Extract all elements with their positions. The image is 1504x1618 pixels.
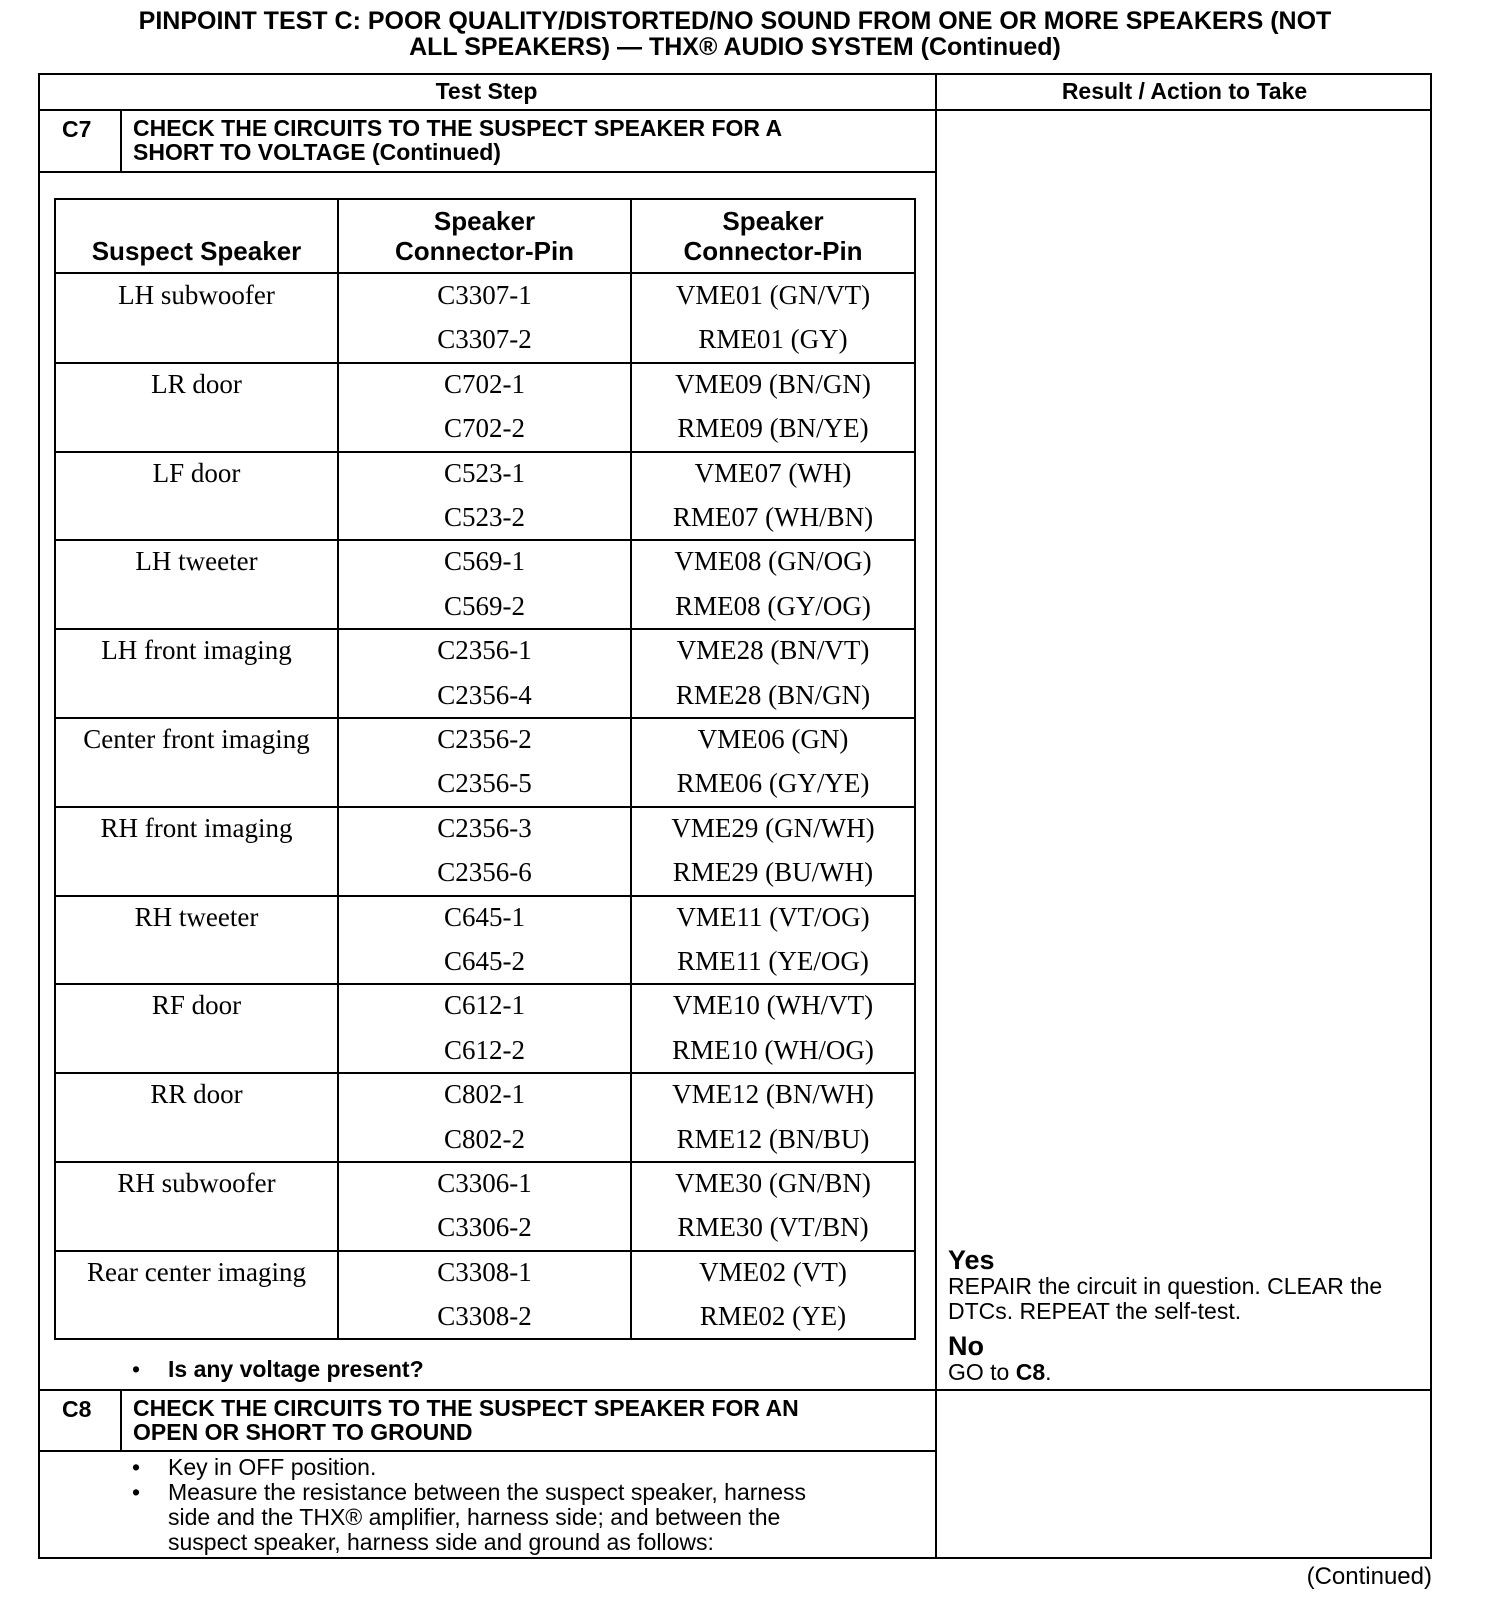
page-title — [40, 8, 1430, 60]
result-no-label: No — [948, 1331, 984, 1361]
speaker-table-header-circuit: Speaker Connector-Pin — [683, 206, 863, 266]
speaker-table-header-speaker: Suspect Speaker — [91, 236, 302, 266]
connector-pin-cell: C3308-1 — [437, 1256, 532, 1287]
bullet-dot: • — [132, 1356, 141, 1382]
c8-bullet-1-text: Key in OFF position. — [168, 1454, 377, 1480]
c7-question — [132, 1357, 892, 1383]
connector-pin-cell: C2356-3 — [437, 812, 532, 843]
suspect-speaker-cell: RR door — [150, 1079, 243, 1110]
page-title-line2: ALL SPEAKERS) — THX® AUDIO SYSTEM (Continued) — [409, 33, 1061, 61]
connector-pin-cell: C2356-6 — [437, 857, 532, 888]
c8-bullet-1 — [132, 1455, 922, 1480]
circuit-cell: RME28 (BN/GN) — [675, 679, 871, 710]
speaker-row-divider — [54, 1161, 916, 1163]
c7-header-bottom — [38, 171, 935, 173]
c8-number-divider — [120, 1391, 122, 1450]
circuit-cell: RME06 (GY/YE) — [676, 768, 870, 799]
suspect-speaker-cell: LH front imaging — [101, 635, 292, 666]
circuit-cell: RME12 (BN/BU) — [676, 1123, 870, 1154]
speaker-table-header-divider — [54, 272, 916, 274]
result-yes-line1: REPAIR the circuit in question. CLEAR the — [948, 1273, 1383, 1299]
header-result-action: Result / Action to Take — [1061, 78, 1308, 104]
speaker-row-divider — [54, 362, 916, 364]
speaker-row-divider — [54, 717, 916, 719]
step-title-c7-line1: CHECK THE CIRCUITS TO THE SUSPECT SPEAKER FOR A — [133, 115, 783, 141]
speaker-row-divider — [54, 895, 916, 897]
suspect-speaker-cell: RH tweeter — [134, 901, 259, 932]
step-title-c8-line2: OPEN OR SHORT TO GROUND — [133, 1419, 473, 1445]
connector-pin-cell: C645-2 — [444, 946, 525, 976]
circuit-cell: RME09 (BN/YE) — [677, 413, 869, 444]
suspect-speaker-cell: RF door — [151, 990, 242, 1021]
circuit-cell: RME29 (BU/WH) — [672, 857, 874, 888]
c7-result — [948, 1246, 1428, 1385]
circuit-cell: VME30 (GN/BN) — [675, 1168, 871, 1198]
circuit-cell: VME09 (BN/GN) — [675, 368, 871, 399]
c7-c8-divider — [38, 1389, 1432, 1391]
step-title-c7-line2: SHORT TO VOLTAGE (Continued) — [133, 139, 501, 165]
speaker-row-divider — [54, 1072, 916, 1074]
suspect-speaker-cell: LH tweeter — [135, 546, 258, 577]
connector-pin-cell: C702-2 — [444, 413, 525, 444]
connector-pin-cell: C2356-5 — [437, 768, 532, 799]
connector-pin-cell: C802-1 — [444, 1079, 525, 1110]
connector-pin-cell: C3307-1 — [437, 280, 532, 310]
header-divider — [38, 109, 1432, 111]
step-title-c7 — [133, 116, 923, 164]
suspect-speaker-cell: Center front imaging — [83, 724, 310, 754]
circuit-cell: VME12 (BN/WH) — [672, 1079, 874, 1110]
circuit-cell: VME08 (GN/OG) — [674, 546, 872, 577]
step-number-c8: C8 — [62, 1396, 92, 1422]
connector-pin-cell: C2356-2 — [437, 724, 532, 754]
speaker-row-divider — [54, 539, 916, 541]
speaker-row-divider — [54, 451, 916, 453]
header-test-step: Test Step — [435, 78, 538, 104]
connector-pin-cell: C569-1 — [444, 546, 525, 577]
circuit-cell: VME28 (BN/VT) — [676, 635, 870, 666]
connector-pin-cell: C569-2 — [444, 590, 525, 621]
suspect-speaker-cell: RH subwoofer — [117, 1168, 276, 1198]
speaker-row-divider — [54, 1250, 916, 1252]
connector-pin-cell: C702-1 — [444, 368, 525, 399]
circuit-cell: VME11 (VT/OG) — [676, 901, 870, 932]
speaker-table-header-connector-pin: Speaker Connector-Pin — [394, 206, 575, 266]
speaker-row-divider — [54, 628, 916, 630]
connector-pin-cell: C612-1 — [444, 990, 525, 1021]
suspect-speaker-cell: LR door — [151, 368, 242, 399]
connector-pin-cell: C523-2 — [444, 502, 525, 532]
circuit-cell: RME10 (WH/OG) — [672, 1034, 874, 1065]
connector-pin-cell: C3307-2 — [437, 324, 532, 355]
circuit-cell: RME08 (GY/OG) — [675, 590, 871, 621]
c8-bullet-2-text: Measure the resistance between the suspect speaker, harness side and the THX® amplifier, harness side; and between the suspect speaker, harness side and ground as follows: — [168, 1479, 806, 1555]
circuit-cell: RME01 (GY) — [698, 324, 848, 355]
bullet-dot: • — [132, 1454, 141, 1480]
result-no-text: GO to C8. — [948, 1359, 1052, 1385]
connector-pin-cell: C3306-1 — [437, 1168, 532, 1198]
continued-label: (Continued) — [1306, 1563, 1432, 1590]
connector-pin-cell: C2356-1 — [437, 635, 532, 666]
speaker-row-divider — [54, 806, 916, 808]
result-yes-line2: DTCs. REPEAT the self-test. — [948, 1298, 1242, 1324]
circuit-cell: RME11 (YE/OG) — [677, 946, 869, 976]
suspect-speaker-cell: RH front imaging — [100, 812, 293, 843]
speaker-row-divider — [54, 983, 916, 985]
suspect-speaker-cell: LF door — [152, 457, 241, 488]
connector-pin-cell: C645-1 — [444, 901, 525, 932]
c7-question-text: Is any voltage present? — [168, 1356, 424, 1382]
circuit-cell: RME30 (VT/BN) — [677, 1212, 869, 1243]
bullet-dot: • — [132, 1479, 141, 1505]
column-divider — [935, 73, 937, 1559]
connector-pin-cell: C2356-4 — [437, 679, 532, 710]
circuit-cell: VME06 (GN) — [697, 724, 849, 754]
step-title-c8 — [133, 1396, 923, 1444]
connector-pin-cell: C3308-2 — [437, 1301, 532, 1332]
circuit-cell: VME02 (VT) — [699, 1256, 847, 1287]
result-yes-label: Yes — [948, 1245, 995, 1275]
suspect-speaker-cell: Rear center imaging — [87, 1256, 306, 1287]
goto-c8-link[interactable]: C8 — [1015, 1359, 1046, 1385]
page-title-line1: PINPOINT TEST C: POOR QUALITY/DISTORTED/NO SOUND FROM ONE OR MORE SPEAKERS (NOT — [138, 7, 1332, 35]
connector-pin-cell: C523-1 — [444, 457, 525, 488]
step-title-c8-line1: CHECK THE CIRCUITS TO THE SUSPECT SPEAKER FOR AN — [133, 1395, 799, 1421]
circuit-cell: RME07 (WH/BN) — [672, 502, 874, 532]
c8-bullet-2 — [132, 1480, 922, 1556]
c8-header-bottom — [38, 1450, 935, 1452]
circuit-cell: RME02 (YE) — [699, 1301, 847, 1332]
step-number-c7: C7 — [62, 116, 92, 142]
circuit-cell: VME10 (WH/VT) — [672, 990, 874, 1021]
suspect-speaker-cell: LH subwoofer — [118, 280, 275, 310]
circuit-cell: VME29 (GN/WH) — [671, 812, 875, 843]
connector-pin-cell: C3306-2 — [437, 1212, 532, 1243]
circuit-cell: VME07 (WH) — [694, 457, 852, 488]
circuit-cell: VME01 (GN/VT) — [675, 280, 871, 310]
connector-pin-cell: C802-2 — [444, 1123, 525, 1154]
connector-pin-cell: C612-2 — [444, 1034, 525, 1065]
c7-number-divider — [120, 111, 122, 171]
